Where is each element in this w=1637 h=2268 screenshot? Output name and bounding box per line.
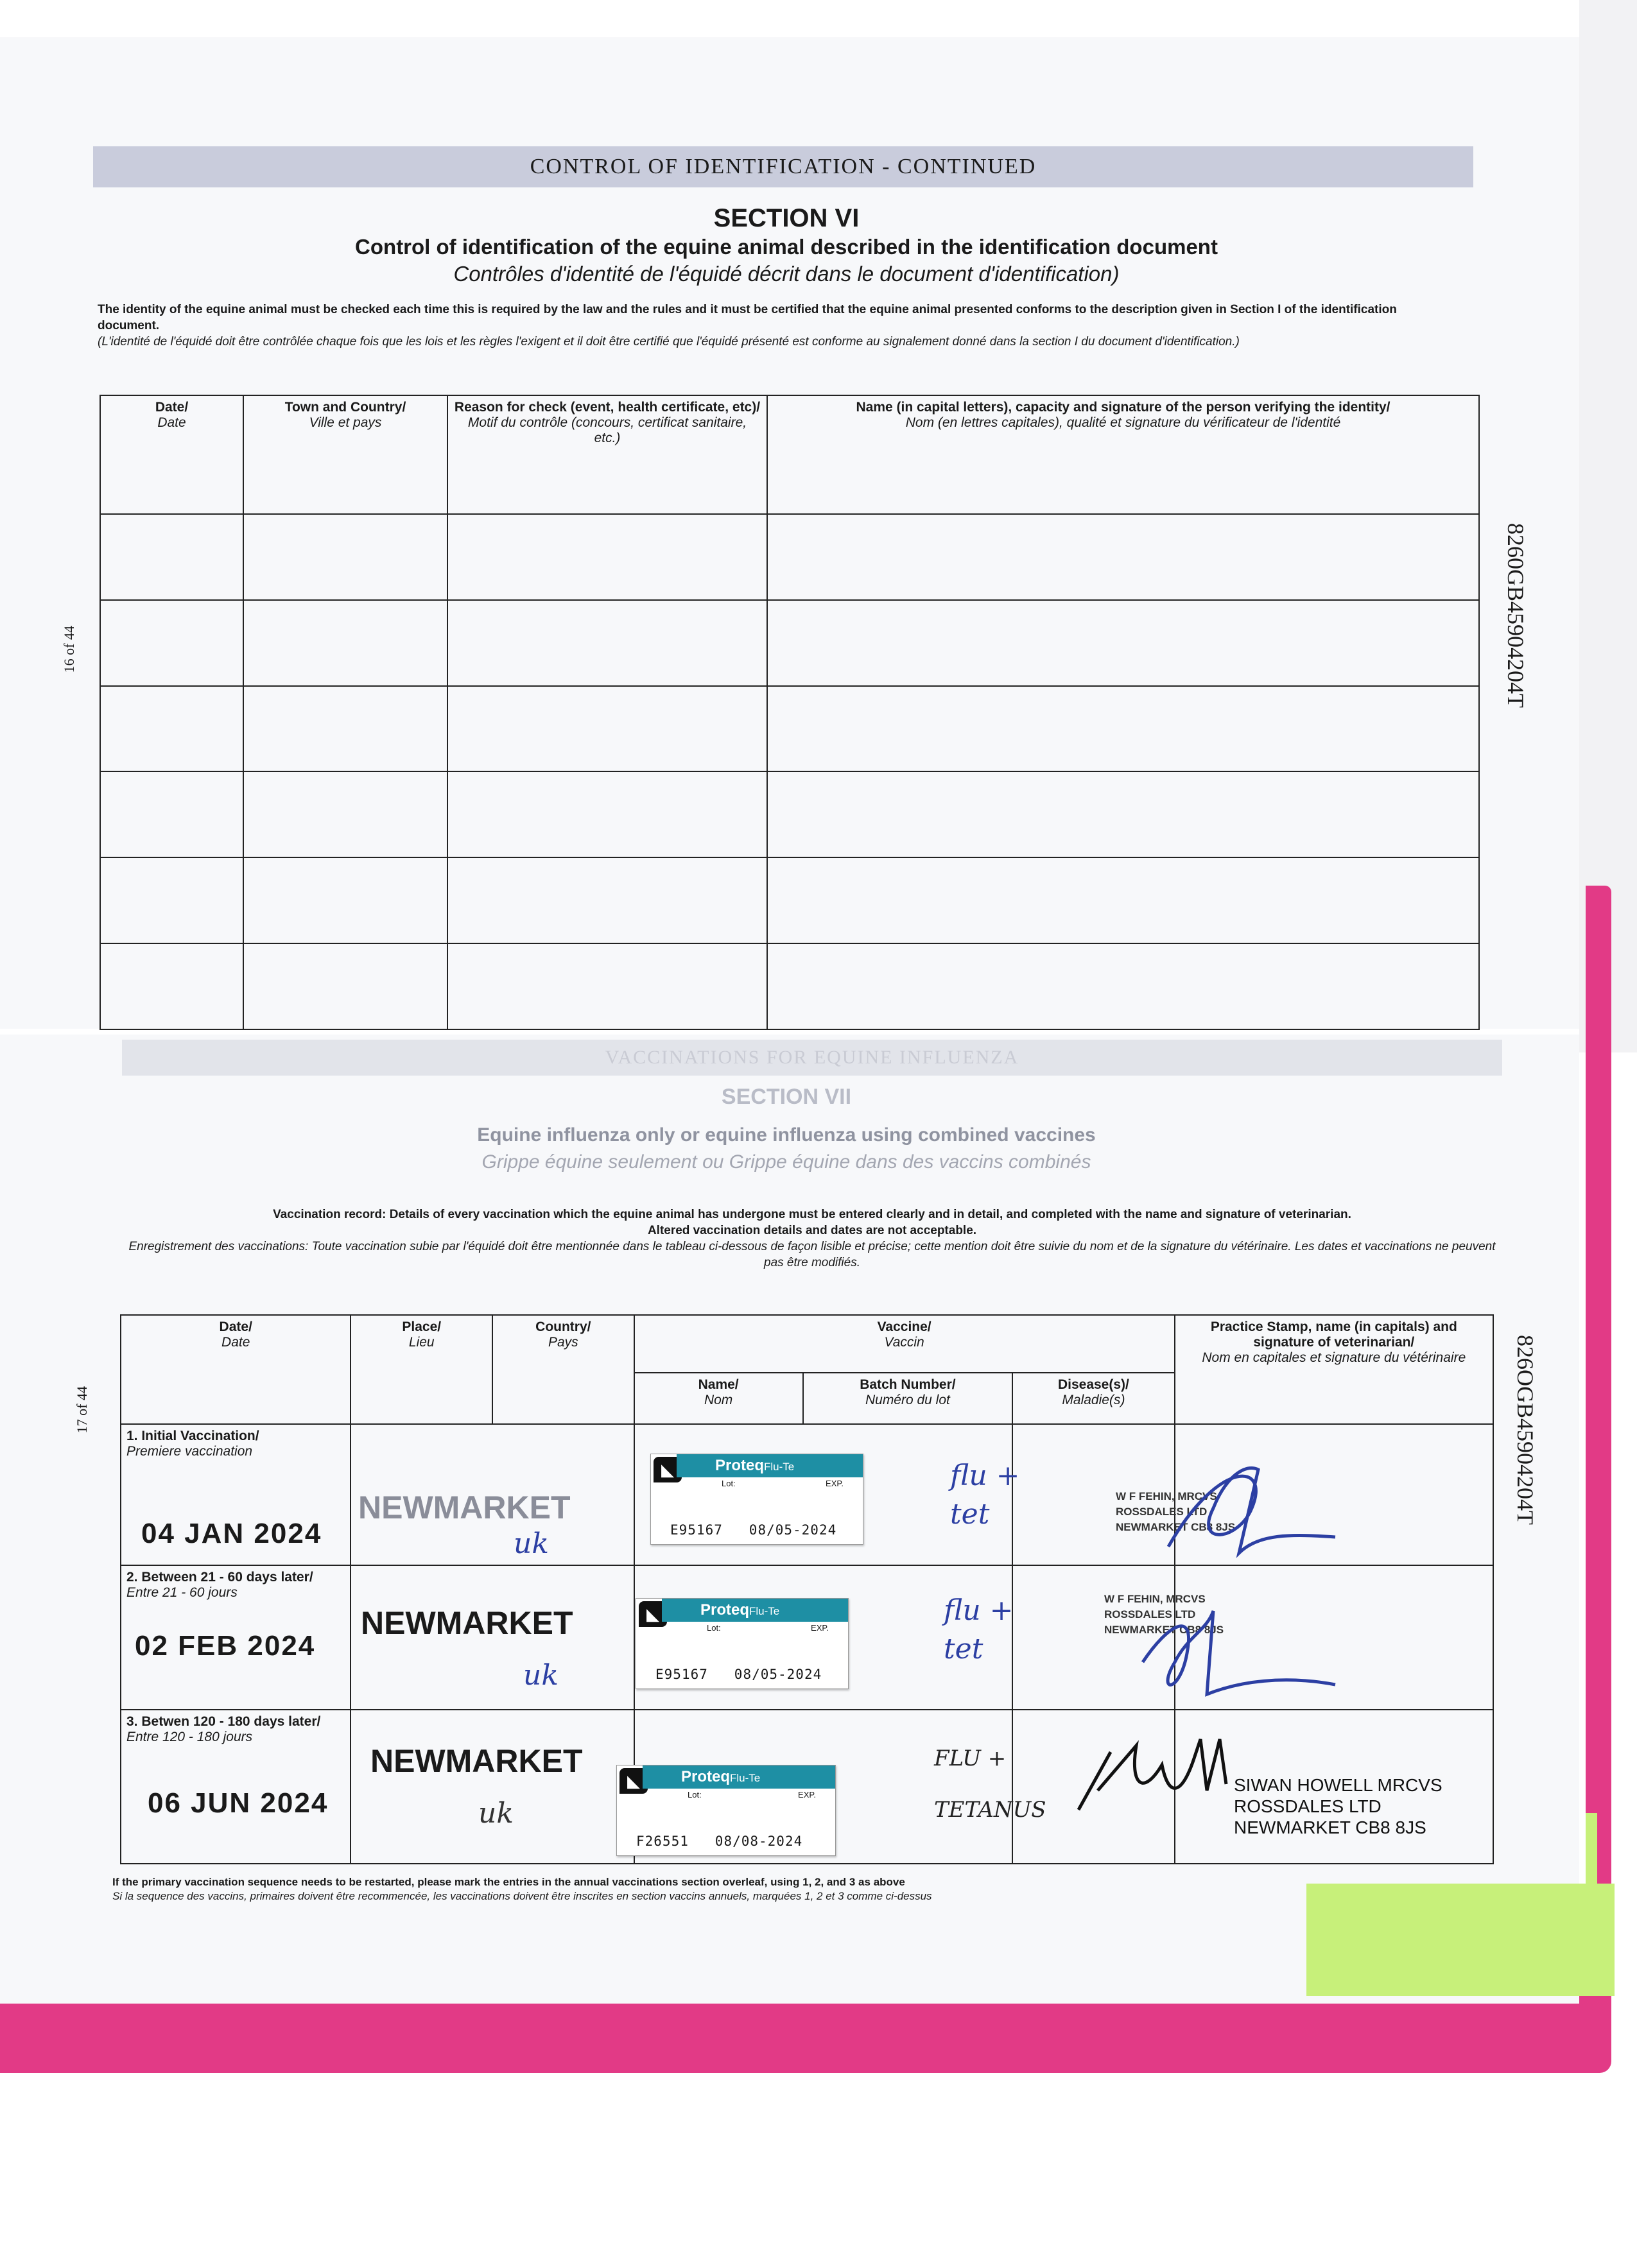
sticky-note[interactable] <box>1306 1884 1615 1996</box>
table-row[interactable] <box>100 857 1479 943</box>
page-number: 17 of 44 <box>74 1386 90 1434</box>
table-row[interactable] <box>100 686 1479 772</box>
restart-footnote: If the primary vaccination sequence needs to be restarted, please mark the entries in the annual vaccinations section overleaf, using 1, 2, and 3 as above Si la sequence des vaccins, primaires doivent être recommencée, les vaccinations doivent être inscrites en section vaccins annuels, marquées 1, 2 et 3 comme ci-dessus <box>112 1876 932 1902</box>
proteq-logo-icon: ◣ <box>619 1768 648 1794</box>
date-stamp: 06 JUN 2024 <box>148 1787 329 1819</box>
identity-check-table <box>100 395 1480 1030</box>
table-row[interactable] <box>100 771 1479 857</box>
page-title: Control of identification of the equine animal described in the identification document <box>355 235 1218 259</box>
batch-number: E95167 <box>670 1522 723 1538</box>
document-id: 826OGB45904204T <box>1512 1335 1538 1525</box>
col-verifier: Name (in capital letters), capacity and signature of the person verifying the identity/ Nom (en lettres capitales), qualité et signature du vérificateur de l'identité <box>767 395 1479 514</box>
vet-signature-icon <box>1072 1726 1239 1823</box>
col-practice-stamp: Practice Stamp, name (in capitals) and signature of veterinarian/ Nom en capitales et signature du vétérinaire <box>1175 1315 1493 1424</box>
col-reason: Reason for check (event, health certificate, etc)/ Motif du contrôle (concours, certificat sanitaire, etc.) <box>447 395 767 514</box>
intro-en-2: Altered vaccination details and dates are not acceptable. <box>647 1224 977 1237</box>
place-stamp: NEWMARKET <box>361 1605 573 1641</box>
row-label: 3. Betwen 120 - 180 days later/ <box>126 1714 321 1729</box>
practice-stamp: SIWAN HOWELL MRCVS ROSSDALES LTD NEWMARKET CB8 8JS <box>1234 1775 1442 1837</box>
country-handwritten: uk <box>523 1659 559 1692</box>
proteq-logo-icon: ◣ <box>654 1457 682 1482</box>
section-banner-faded: VACCINATIONS FOR EQUINE INFLUENZA <box>122 1040 1502 1076</box>
col-vaccine-name: Name/ Nom <box>634 1373 803 1424</box>
section-title: SECTION VII <box>721 1085 852 1109</box>
expiry-date: 08/05-2024 <box>749 1522 837 1538</box>
vaccine-label: ◣ ProteqFlu-Te Lot: EXP. F26551 08/08-2024 <box>616 1765 836 1856</box>
batch-number: E95167 <box>655 1667 708 1682</box>
disease-handwritten: flu + tet <box>944 1594 1014 1665</box>
date-stamp: 02 FEB 2024 <box>135 1630 316 1662</box>
intro-text <box>98 302 1459 350</box>
disease-handwritten: FLU + TETANUS <box>934 1746 1046 1823</box>
section-title: SECTION VI <box>713 204 860 232</box>
page-title: Equine influenza only or equine influenza using combined vaccines <box>477 1124 1096 1146</box>
place-stamp: NEWMARKET <box>370 1743 583 1779</box>
vaccination-intro <box>122 1207 1502 1271</box>
intro-fr: (L'identité de l'équidé doit être contrôlée chaque fois que les lois et les règles l'exigent et il doit être certifié que l'équidé présenté est conforme au signalement donné dans la section I du document d'identification.) <box>98 335 1240 348</box>
disease-handwritten: flu + tet <box>950 1459 1020 1531</box>
date-stamp: 04 JAN 2024 <box>141 1518 322 1549</box>
col-town: Town and Country/ Ville et pays <box>243 395 447 514</box>
vaccine-label: ◣ ProteqFlu-Te Lot: EXP. E95167 08/05-2024 <box>650 1454 863 1545</box>
row-label-fr: Entre 120 - 180 jours <box>126 1730 253 1744</box>
expiry-date: 08/08-2024 <box>715 1834 803 1849</box>
col-country: Country/ Pays <box>492 1315 634 1424</box>
intro-en: Vaccination record: Details of every vaccination which the equine animal has undergone must be entered clearly and in detail, and completed with the name and signature of veterinarian. <box>273 1208 1351 1221</box>
page-number: 16 of 44 <box>61 626 77 673</box>
country-handwritten: uk <box>478 1797 514 1830</box>
sticky-tab <box>1586 1813 1597 1890</box>
row-label-fr: Entre 21 - 60 jours <box>126 1585 238 1600</box>
col-disease: Disease(s)/ Maladie(s) <box>1012 1373 1174 1424</box>
practice-stamp: W F FEHIN, MRCVS ROSSDALES LTD NEWMARKET CB8 8JS <box>1104 1593 1224 1636</box>
batch-number: F26551 <box>636 1834 689 1849</box>
row-label: 2. Between 21 - 60 days later/ <box>126 1570 313 1585</box>
table-row[interactable] <box>100 943 1479 1029</box>
document-id: 8260GB45904204T <box>1503 523 1529 708</box>
col-date: Date/ Date <box>121 1315 351 1424</box>
page-title-fr: Grippe équine seulement ou Grippe équine dans des vaccins combinés <box>481 1151 1091 1173</box>
intro-en: The identity of the equine animal must be checked each time this is required by the law and the rules and it must be certified that the equine animal presented conforms to the description given in Section I of the identification document. <box>98 303 1397 332</box>
table-row[interactable] <box>100 600 1479 686</box>
row-label: 1. Initial Vaccination/ <box>126 1429 259 1443</box>
proteq-logo-icon: ◣ <box>639 1601 667 1627</box>
expiry-date: 08/05-2024 <box>734 1667 822 1682</box>
place-stamp: NEWMARKET <box>358 1490 571 1525</box>
section-banner: CONTROL OF IDENTIFICATION - CONTINUED <box>93 146 1473 187</box>
vaccine-label: ◣ ProteqFlu-Te Lot: EXP. E95167 08/05-2024 <box>636 1598 849 1689</box>
col-batch: Batch Number/ Numéro du lot <box>803 1373 1013 1424</box>
intro-fr: Enregistrement des vaccinations: Toute vaccination subie par l'équidé doit être mentionnée dans le tableau ci-dessous de façon lisible et précise; cette mention doit être suivie du nom et de la signature du vétérinaire. Les dates et vaccinations ne peuvent pas être modifiés. <box>128 1240 1496 1269</box>
col-vaccine: Vaccine/ Vaccin <box>634 1315 1175 1373</box>
col-place: Place/ Lieu <box>351 1315 492 1424</box>
practice-stamp: W F FEHIN, MRCVS ROSSDALES LTD NEWMARKET CB8 8JS <box>1116 1490 1236 1533</box>
country-handwritten: uk <box>514 1527 549 1560</box>
page-title-fr: Contrôles d'identité de l'équidé décrit dans le document d'identification) <box>453 262 1120 286</box>
vet-signature-icon <box>1117 1585 1348 1707</box>
row-label-fr: Premiere vaccination <box>126 1444 253 1459</box>
col-date: Date/ Date <box>100 395 243 514</box>
vet-signature-icon <box>1143 1450 1348 1572</box>
table-row[interactable] <box>100 514 1479 600</box>
